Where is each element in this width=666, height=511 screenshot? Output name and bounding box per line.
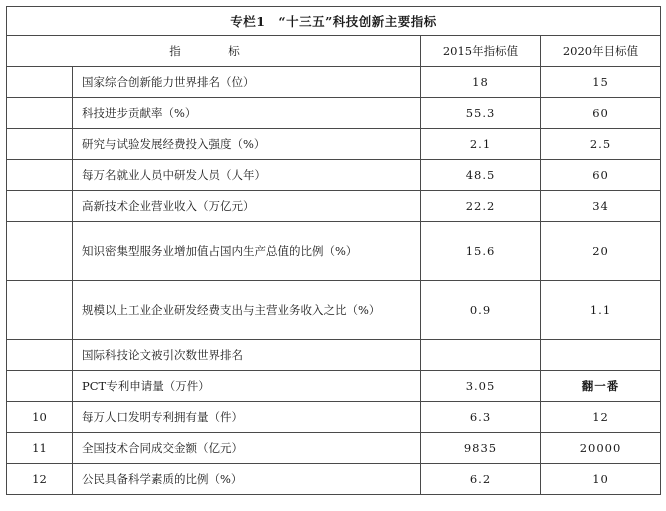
table-title: 专栏1 “十三五”科技创新主要指标 <box>7 7 661 36</box>
table-header-row <box>7 36 661 67</box>
table-caption-row <box>7 7 661 36</box>
value-2015: 0.9 <box>421 281 541 340</box>
value-2020: 60 <box>541 98 661 129</box>
value-2015: 18 <box>421 67 541 98</box>
table-row <box>7 371 661 402</box>
row-number <box>7 222 73 281</box>
row-number <box>7 340 73 371</box>
indicator-name: 每万名就业人员中研发人员（人年） <box>73 160 421 191</box>
row-number <box>7 67 73 98</box>
table-row <box>7 129 661 160</box>
value-2020: 翻一番 <box>541 371 661 402</box>
value-2015: 48.5 <box>421 160 541 191</box>
value-2015: 6.3 <box>421 402 541 433</box>
header-2015: 2015年指标值 <box>421 36 541 67</box>
value-2015: 2.1 <box>421 129 541 160</box>
value-2020: 20 <box>541 222 661 281</box>
value-2015: 6.2 <box>421 464 541 495</box>
indicator-name: 全国技术合同成交金额（亿元） <box>73 433 421 464</box>
value-2015: 3.05 <box>421 371 541 402</box>
table-row <box>7 222 661 281</box>
value-2020: 60 <box>541 160 661 191</box>
value-2020: 15 <box>541 67 661 98</box>
table-row <box>7 67 661 98</box>
row-number <box>7 371 73 402</box>
indicator-name: 国际科技论文被引次数世界排名 <box>73 340 421 371</box>
value-2020: 1.1 <box>541 281 661 340</box>
value-2020: 12 <box>541 402 661 433</box>
table-row <box>7 281 661 340</box>
table-row <box>7 160 661 191</box>
value-2015 <box>421 340 541 371</box>
row-number <box>7 129 73 160</box>
indicator-name: 科技进步贡献率（%） <box>73 98 421 129</box>
table-row <box>7 98 661 129</box>
indicator-name: 每万人口发明专利拥有量（件） <box>73 402 421 433</box>
indicator-name: 规模以上工业企业研发经费支出与主营业务收入之比（%） <box>73 281 421 340</box>
header-2020: 2020年目标值 <box>541 36 661 67</box>
indicator-name: 高新技术企业营业收入（万亿元） <box>73 191 421 222</box>
value-2015: 15.6 <box>421 222 541 281</box>
row-number: 10 <box>7 402 73 433</box>
value-2020: 20000 <box>541 433 661 464</box>
value-2015: 55.3 <box>421 98 541 129</box>
value-2020: 10 <box>541 464 661 495</box>
value-2015: 9835 <box>421 433 541 464</box>
indicator-name: 研究与试验发展经费投入强度（%） <box>73 129 421 160</box>
table-row <box>7 433 661 464</box>
row-number <box>7 160 73 191</box>
row-number <box>7 281 73 340</box>
indicator-name: 国家综合创新能力世界排名（位） <box>73 67 421 98</box>
indicator-name: 知识密集型服务业增加值占国内生产总值的比例（%） <box>73 222 421 281</box>
value-2020: 34 <box>541 191 661 222</box>
row-number: 12 <box>7 464 73 495</box>
indicator-name: 公民具备科学素质的比例（%） <box>73 464 421 495</box>
indicator-table <box>6 6 661 495</box>
row-number <box>7 191 73 222</box>
row-number: 11 <box>7 433 73 464</box>
value-2020: 2.5 <box>541 129 661 160</box>
table-row <box>7 340 661 371</box>
header-indicator: 指 标 <box>7 36 421 67</box>
indicator-name: PCT专利申请量（万件） <box>73 371 421 402</box>
value-2015: 22.2 <box>421 191 541 222</box>
table-row <box>7 402 661 433</box>
table-row <box>7 191 661 222</box>
row-number <box>7 98 73 129</box>
table-row <box>7 464 661 495</box>
value-2020 <box>541 340 661 371</box>
